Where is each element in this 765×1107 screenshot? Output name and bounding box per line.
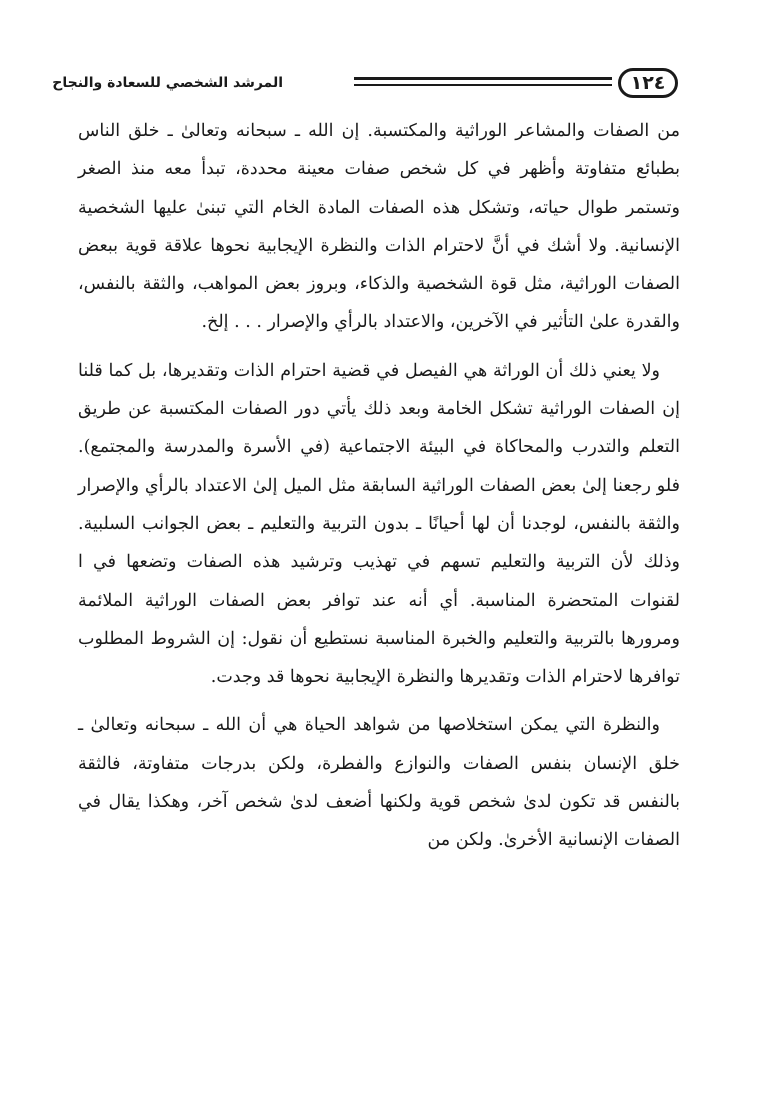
header-divider bbox=[354, 77, 612, 86]
page-number: ١٢٤ bbox=[618, 68, 678, 98]
page-header bbox=[52, 68, 678, 102]
paragraph: من الصفات والمشاعر الوراثية والمكتسبة. إن الله ـ سبحانه وتعالىٰ ـ خلق الناس بطبائع متفاوتة وأظهر في كل شخص صفات معينة محددة، تبدأ معه منذ الصغر وتستمر طوال حياته، وتشكل هذه الصفات المادة الخام التي تبنىٰ عليها الشخصية الإنسانية. ولا أشك في أنَّ لاحترام الذات والنظرة الإيجابية نحوها علاقة قوية ببعض الصفات الوراثية، مثل قوة الشخصية والذكاء، وبروز بعض المواهب، والثقة بالنفس، والقدرة علىٰ التأثير في الآخرين، والاعتداد بالرأي والإصرار . . . إلخ. bbox=[78, 121, 680, 333]
paragraph: والنظرة التي يمكن استخلاصها من شواهد الحياة هي أن الله ـ سبحانه وتعالىٰ ـ خلق الإنسان بنفس الصفات والنوازع والفطرة، ولكن بدرجات متفاوتة، فالثقة بالنفس قد تكون لدىٰ شخص قوية ولكنها أضعف لدىٰ شخص آخر، وهكذا يقال في الصفات الإنسانية الأخرىٰ. ولكن من bbox=[78, 715, 680, 851]
paragraph: ولا يعني ذلك أن الوراثة هي الفيصل في قضية احترام الذات وتقديرها، بل كما قلنا إن الصفات الوراثية تشكل الخامة وبعد ذلك يأتي دور الصفات المكتسبة عن طريق التعلم والتدرب والمحاكاة في البيئة الاجتماعية (في الأسرة والمدرسة والمجتمع). فلو رجعنا إلىٰ بعض الصفات الوراثية السابقة مثل الميل إلىٰ الاعتداد بالرأي والإصرار والثقة بالنفس، لوجدنا أن لها أحيانًا ـ بدون التربية والتعليم ـ بعض الجوانب السلبية. وذلك لأن التربية والتعليم تسهم في تهذيب وترشيد هذه الصفات وتضعها في ا لقنوات المتحضرة المناسبة. أي أنه عند توافر بعض الصفات الوراثية الملائمة ومرورها بالتربية والتعليم والخبرة المناسبة نستطيع أن نقول: إن الشروط المطلوب توافرها لاحترام الذات وتقديرها والنظرة الإيجابية نحوها قد وجدت. bbox=[78, 360, 680, 688]
body-text bbox=[78, 112, 680, 860]
running-title: المرشد الشخصي للسعادة والنجاح bbox=[52, 75, 283, 91]
